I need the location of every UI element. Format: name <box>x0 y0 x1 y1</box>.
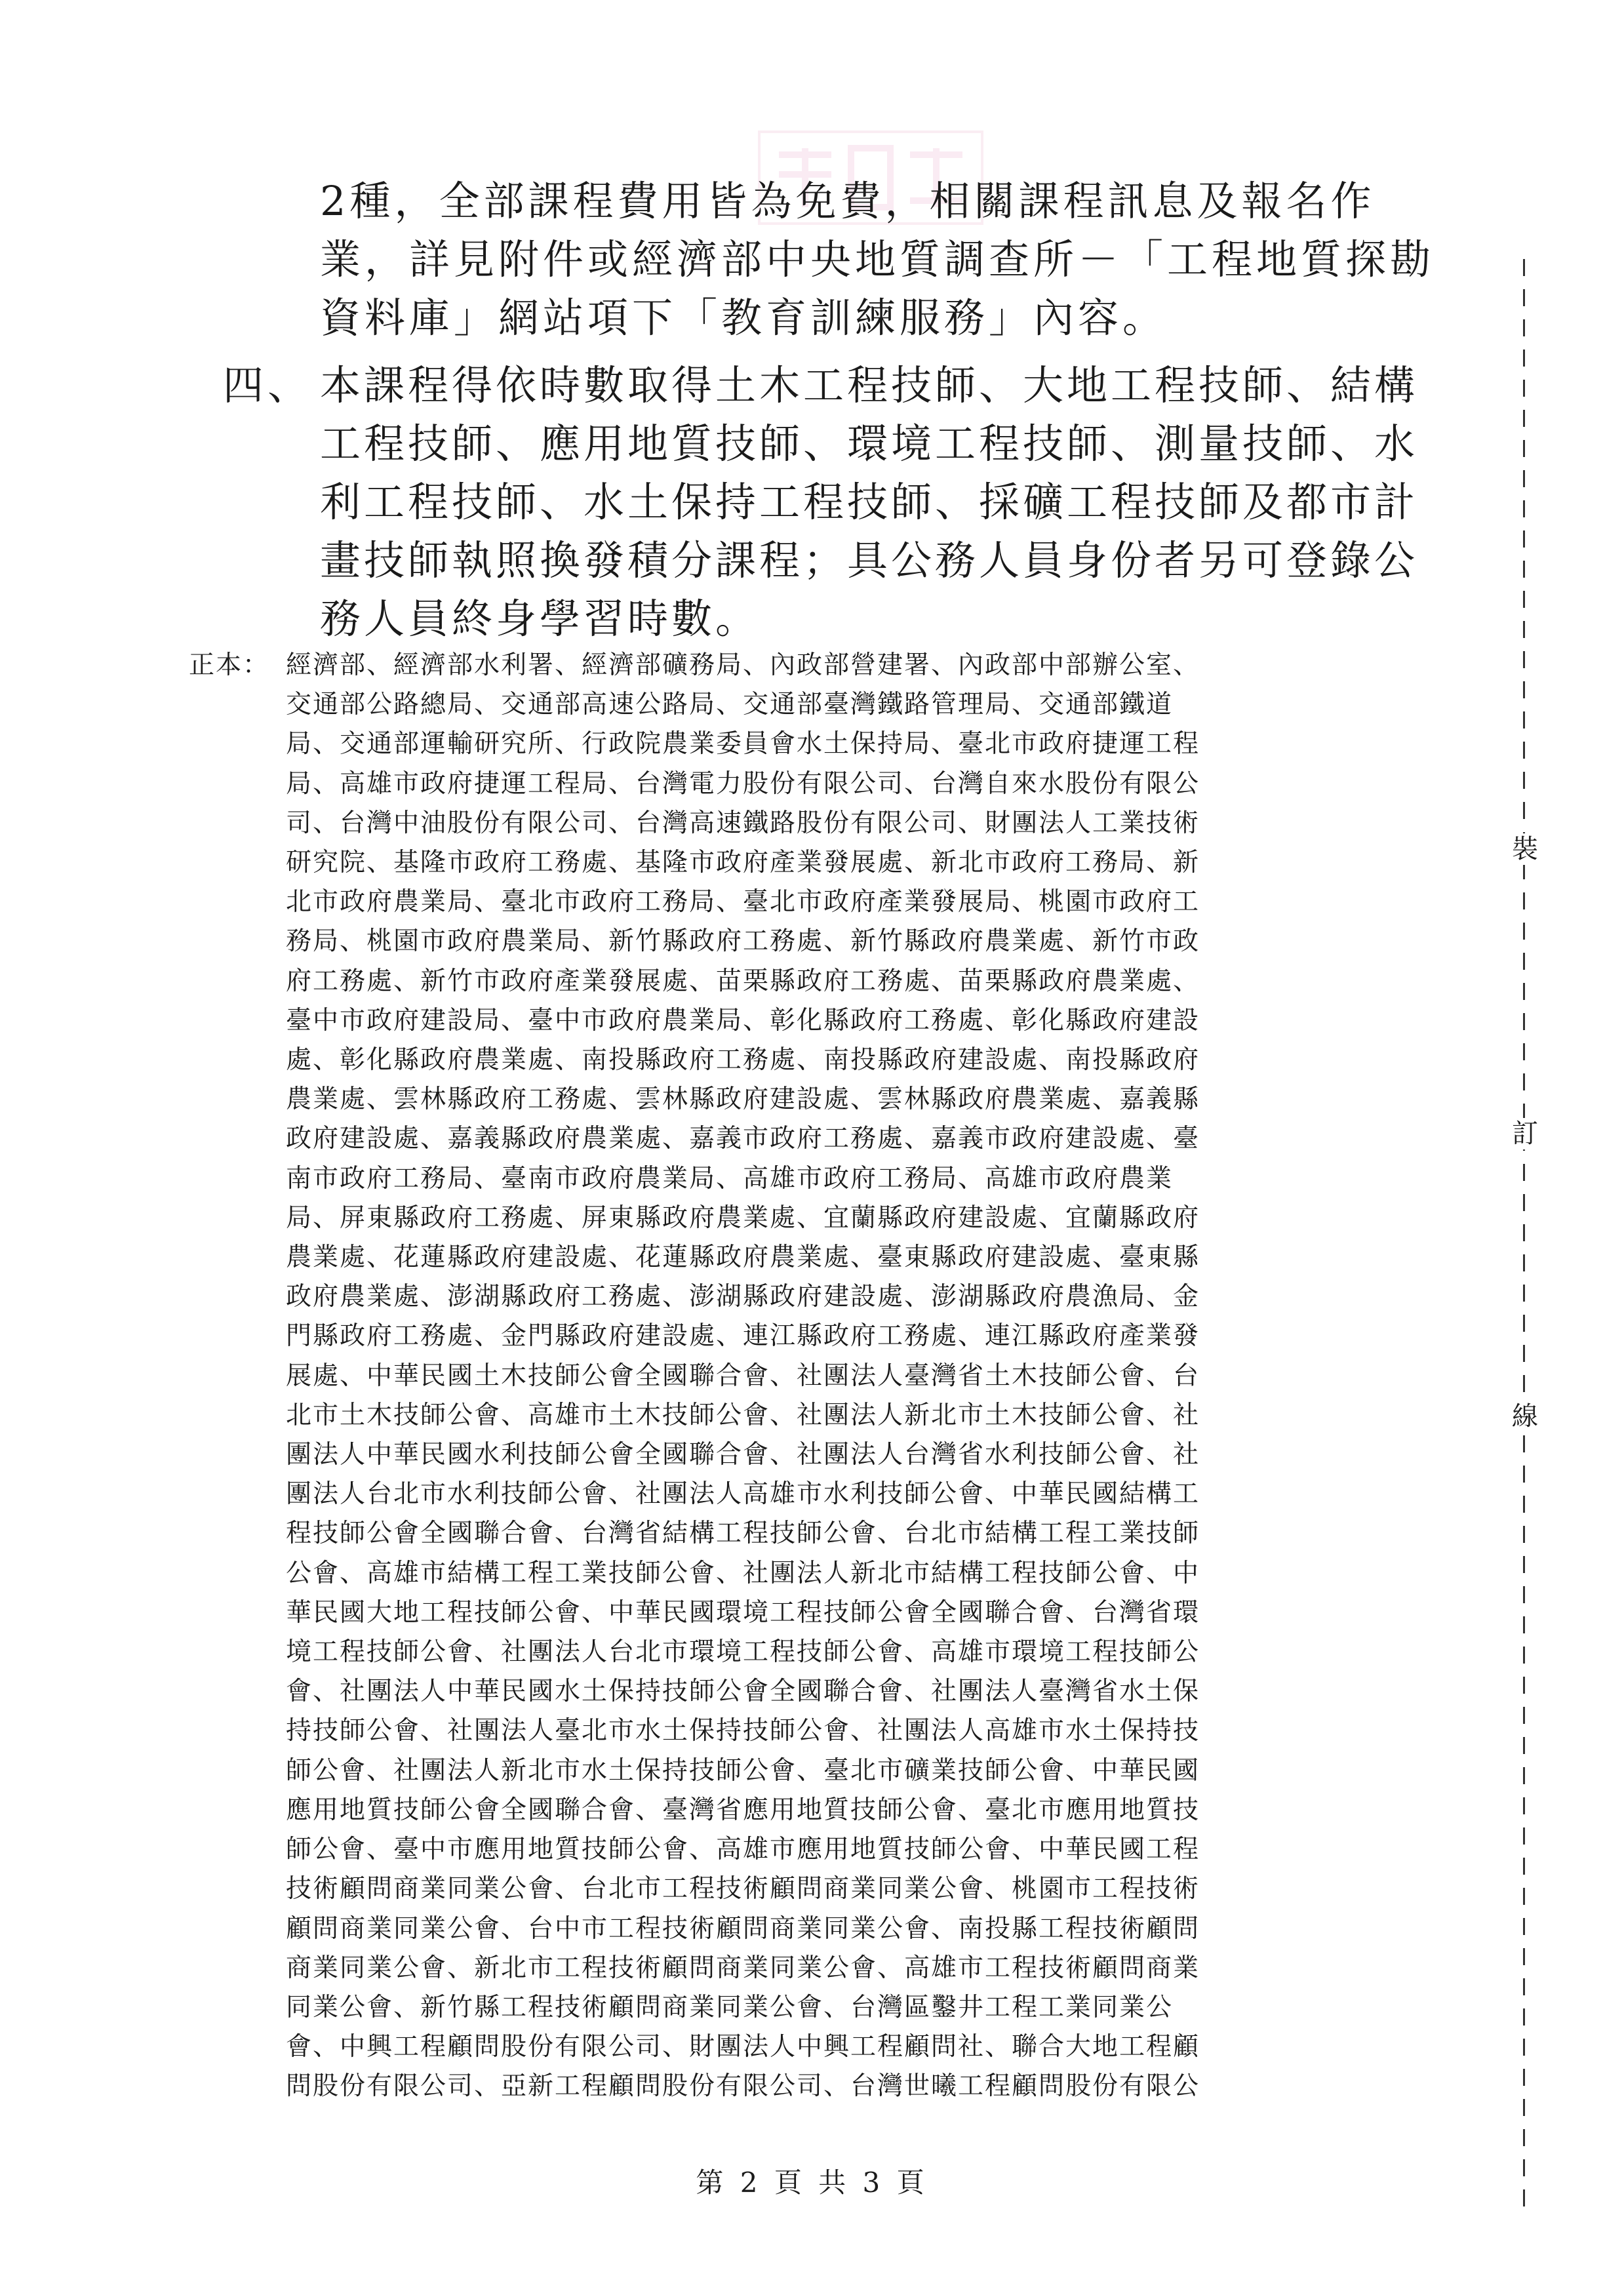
binding-dash <box>1523 711 1525 728</box>
binding-dash <box>1523 681 1525 698</box>
recipient-line: 境工程技師公會、社團法人台北市環境工程技師公會、高雄市環境工程技師公 <box>286 1637 1200 1667</box>
binding-dash <box>1523 772 1525 789</box>
binding-dash <box>1523 380 1525 397</box>
binding-dash <box>1523 1858 1525 1875</box>
binding-dash <box>1523 410 1525 427</box>
binding-dash <box>1523 1888 1525 1905</box>
item-line: 利工程技師、水土保持工程技師、採礦工程技師及都市計 <box>320 478 1419 526</box>
recipients-section <box>189 646 1408 2107</box>
recipient-line: 司、台灣中油股份有限公司、台灣高速鐵路股份有限公司、財團法人工業技術 <box>286 808 1200 838</box>
continuation-line: 業，詳見附件或經濟部中央地質調查所－「工程地質探勘 <box>320 235 1435 283</box>
item-line: 務人員終身學習時數。 <box>320 595 760 643</box>
page-number-footer: 第 2 頁 共 3 頁 <box>696 2166 928 2199</box>
recipient-line: 北市土木技師公會、高雄市土木技師公會、社團法人新北市土木技師公會、社 <box>286 1400 1200 1430</box>
binding-dash <box>1523 1767 1525 1784</box>
item-line: 工程技師、應用地質技師、環境工程技師、測量技師、水 <box>320 420 1419 468</box>
item-number: 四、 <box>223 361 313 409</box>
binding-dash <box>1523 1707 1525 1724</box>
binding-dash <box>1523 1797 1525 1814</box>
binding-dash <box>1523 1526 1525 1543</box>
binding-dash <box>1523 1677 1525 1694</box>
binding-dash <box>1523 923 1525 940</box>
binding-dash <box>1523 2069 1525 2086</box>
binding-dash <box>1523 1164 1525 1181</box>
recipient-line: 政府農業處、澎湖縣政府工務處、澎湖縣政府建設處、澎湖縣政府農漁局、金 <box>286 1282 1200 1312</box>
recipient-line: 南市政府工務局、臺南市政府農業局、高雄市政府工務局、高雄市政府農業 <box>286 1163 1174 1193</box>
letter-body <box>223 172 1435 648</box>
item-four <box>223 356 1429 648</box>
binding-dash <box>1523 1737 1525 1754</box>
item-line: 畫技師執照換發積分課程；具公務人員身份者另可登錄公 <box>320 536 1419 584</box>
recipient-line: 農業處、花蓮縣政府建設處、花蓮縣政府農業處、臺東縣政府建設處、臺東縣 <box>286 1243 1200 1273</box>
recipient-line: 顧問商業同業公會、台中市工程技術顧問商業同業公會、南投縣工程技術顧問 <box>286 1913 1200 1944</box>
recipient-line: 會、社團法人中華民國水土保持技師公會全國聯合會、社團法人臺灣省水土保 <box>286 1677 1200 1707</box>
binding-dash <box>1523 1827 1525 1845</box>
binding-dash <box>1523 2129 1525 2146</box>
continuation-line: 資料庫」網站項下「教育訓練服務」內容。 <box>320 294 1168 342</box>
binding-dash <box>1523 440 1525 457</box>
binding-dash <box>1523 1646 1525 1664</box>
binding-dash <box>1523 319 1525 336</box>
recipient-line: 研究院、基隆市政府工務處、基隆市政府產業發展處、新北市政府工務局、新 <box>286 848 1200 878</box>
recipients-list <box>286 646 1200 2107</box>
binding-dash <box>1523 1285 1525 1302</box>
binding-dash <box>1523 500 1525 517</box>
recipients-label: 正本： <box>189 650 270 680</box>
binding-dash <box>1523 1315 1525 1332</box>
recipient-line: 展處、中華民國土木技師公會全國聯合會、社團法人臺灣省土木技師公會、台 <box>286 1361 1200 1391</box>
recipient-line: 府工務處、新竹市政府產業發展處、苗栗縣政府工務處、苗栗縣政府農業處、 <box>286 966 1200 996</box>
binding-dash <box>1523 892 1525 909</box>
binding-dash <box>1523 1978 1525 1995</box>
continuation-line: 2種，全部課程費用皆為免費，相關課程訊息及報名作 <box>320 177 1376 225</box>
recipient-line: 程技師公會全國聯合會、台灣省結構工程技師公會、台北市結構工程工業技師 <box>286 1519 1200 1549</box>
binding-dash <box>1523 1043 1525 1060</box>
binding-dash <box>1523 1254 1525 1271</box>
recipient-line: 農業處、雲林縣政府工務處、雲林縣政府建設處、雲林縣政府農業處、嘉義縣 <box>286 1085 1200 1115</box>
binding-dash <box>1523 1948 1525 1965</box>
binding-dash <box>1523 1194 1525 1211</box>
item-text <box>320 356 1418 648</box>
recipient-line: 經濟部、經濟部水利署、經濟部礦務局、內政部營建署、內政部中部辦公室、 <box>286 650 1200 680</box>
recipient-line: 局、交通部運輸研究所、行政院農業委員會水土保持局、臺北市政府捷運工程 <box>286 729 1200 759</box>
binding-dash <box>1523 1224 1525 1241</box>
binding-dash <box>1523 651 1525 668</box>
recipient-line: 團法人台北市水利技師公會、社團法人高雄市水利技師公會、中華民國結構工 <box>286 1479 1200 1509</box>
binding-char: 線 <box>1509 1401 1541 1432</box>
recipient-line: 問股份有限公司、亞新工程顧問股份有限公司、台灣世曦工程顧問股份有限公 <box>286 2071 1200 2102</box>
binding-dash <box>1523 983 1525 1000</box>
binding-char: 訂 <box>1509 1118 1541 1149</box>
recipient-line: 務局、桃園市政府農業局、新竹縣政府工務處、新竹縣政府農業處、新竹市政 <box>286 927 1200 957</box>
recipient-line: 公會、高雄市結構工程工業技師公會、社團法人新北市結構工程技師公會、中 <box>286 1558 1200 1588</box>
binding-dash <box>1523 1586 1525 1603</box>
binding-dash <box>1523 2008 1525 2026</box>
binding-dash <box>1523 621 1525 638</box>
item-line: 本課程得依時數取得土木工程技師、大地工程技師、結構 <box>320 361 1419 409</box>
binding-dash <box>1523 259 1525 276</box>
binding-dash <box>1523 2099 1525 2116</box>
recipient-line: 師公會、臺中市應用地質技師公會、高雄市應用地質技師公會、中華民國工程 <box>286 1835 1200 1865</box>
binding-dash <box>1523 1435 1525 1452</box>
recipient-line: 局、屏東縣政府工務處、屏東縣政府農業處、宜蘭縣政府建設處、宜蘭縣政府 <box>286 1203 1200 1233</box>
binding-dash <box>1523 1496 1525 1513</box>
binding-dash <box>1523 2039 1525 2056</box>
binding-dash <box>1523 1375 1525 1392</box>
binding-dash <box>1523 1345 1525 1362</box>
binding-dash <box>1523 742 1525 759</box>
recipient-line: 會、中興工程顧問股份有限公司、財團法人中興工程顧問社、聯合大地工程顧 <box>286 2032 1200 2062</box>
recipient-line: 門縣政府工務處、金門縣政府建設處、連江縣政府工務處、連江縣政府產業發 <box>286 1321 1200 1351</box>
recipient-line: 政府建設處、嘉義縣政府農業處、嘉義市政府工務處、嘉義市政府建設處、臺 <box>286 1124 1200 1154</box>
binding-dash <box>1523 1466 1525 1483</box>
binding-dash <box>1523 953 1525 970</box>
binding-dash <box>1523 1918 1525 1935</box>
binding-margin-line <box>1504 259 1543 2226</box>
recipient-line: 同業公會、新竹縣工程技術顧問商業同業公會、台灣區鑿井工程工業同業公 <box>286 1992 1174 2022</box>
binding-dash <box>1523 591 1525 608</box>
recipient-line: 交通部公路總局、交通部高速公路局、交通部臺灣鐵路管理局、交通部鐵道 <box>286 690 1174 720</box>
recipient-line: 華民國大地工程技師公會、中華民國環境工程技師公會全國聯合會、台灣省環 <box>286 1597 1200 1627</box>
binding-dash <box>1523 349 1525 367</box>
recipient-line: 應用地質技師公會全國聯合會、臺灣省應用地質技師公會、臺北市應用地質技 <box>286 1795 1200 1825</box>
recipient-line: 商業同業公會、新北市工程技術顧問商業同業公會、高雄市工程技術顧問商業 <box>286 1953 1200 1983</box>
recipient-line: 團法人中華民國水利技師公會全國聯合會、社團法人台灣省水利技師公會、社 <box>286 1440 1200 1470</box>
binding-dash <box>1523 561 1525 578</box>
binding-char: 裝 <box>1509 833 1541 865</box>
recipient-line: 師公會、社團法人新北市水土保持技師公會、臺北市礦業技師公會、中華民國 <box>286 1755 1200 1786</box>
binding-dash <box>1523 1013 1525 1030</box>
binding-dash <box>1523 1073 1525 1090</box>
binding-dash <box>1523 802 1525 819</box>
binding-dash <box>1523 289 1525 306</box>
binding-dash <box>1523 1616 1525 1633</box>
recipient-line: 臺中市政府建設局、臺中市政府農業局、彰化縣政府工務處、彰化縣政府建設 <box>286 1005 1200 1035</box>
recipient-line: 處、彰化縣政府農業處、南投縣政府工務處、南投縣政府建設處、南投縣政府 <box>286 1045 1200 1075</box>
recipient-line: 局、高雄市政府捷運工程局、台灣電力股份有限公司、台灣自來水股份有限公 <box>286 768 1200 799</box>
binding-dash <box>1523 530 1525 548</box>
recipient-line: 北市政府農業局、臺北市政府工務局、臺北市政府產業發展局、桃園市政府工 <box>286 887 1200 917</box>
binding-dash <box>1523 470 1525 487</box>
recipient-line: 持技師公會、社團法人臺北市水土保持技師公會、社團法人高雄市水土保持技 <box>286 1716 1200 1746</box>
binding-dash <box>1523 1556 1525 1573</box>
recipient-line: 技術顧問商業同業公會、台北市工程技術顧問商業同業公會、桃園市工程技術 <box>286 1874 1200 1904</box>
